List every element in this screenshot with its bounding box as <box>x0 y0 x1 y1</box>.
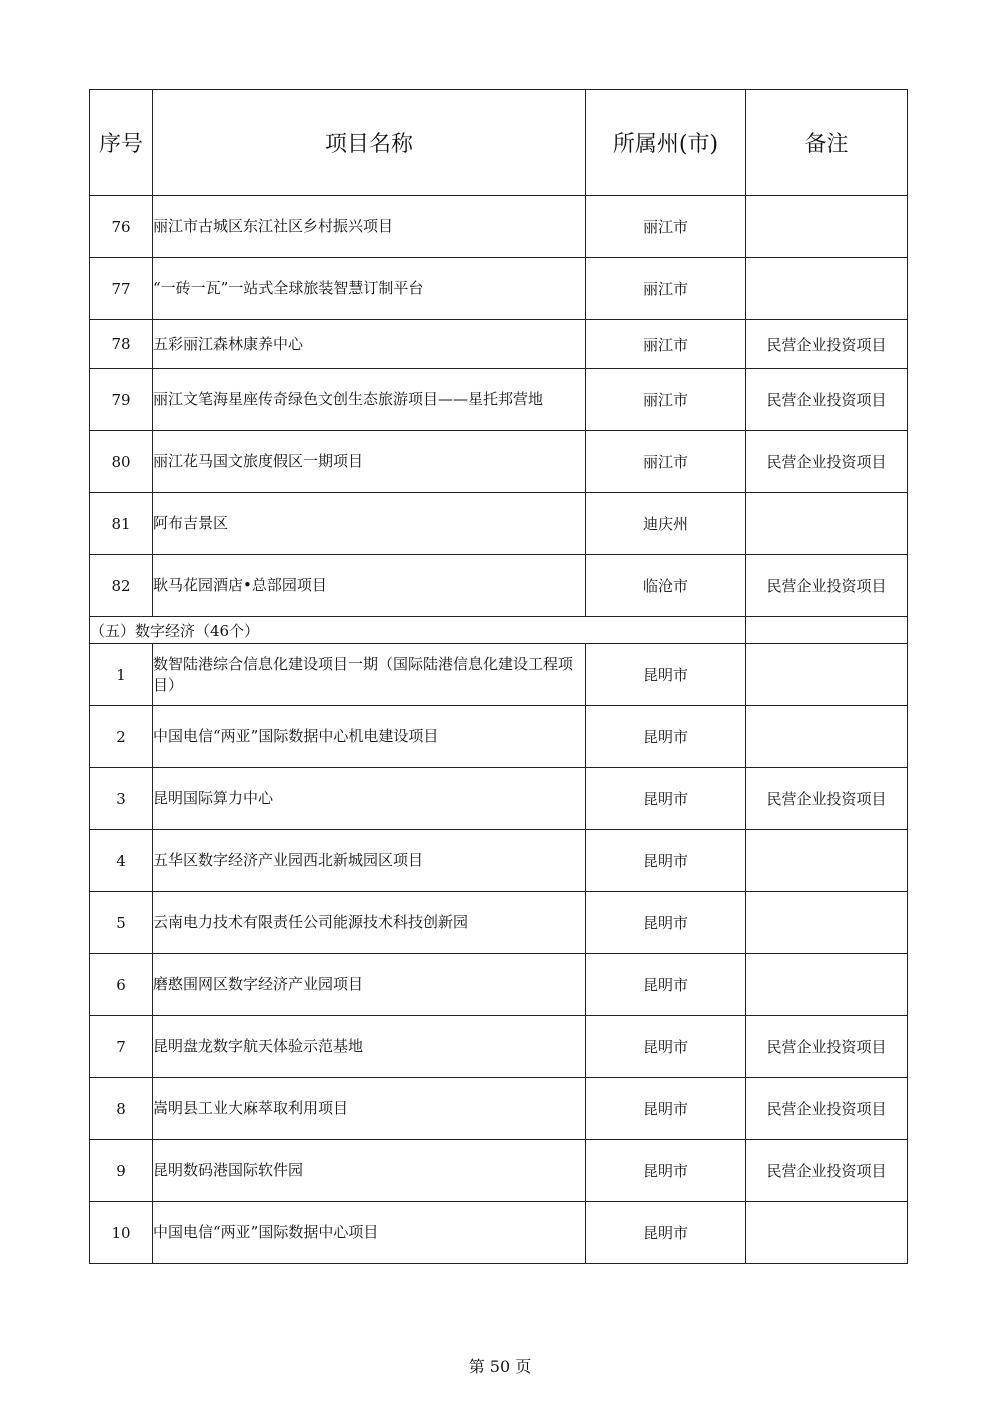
project-name: 五彩丽江森林康养中心 <box>153 320 586 369</box>
header-name: 项目名称 <box>153 90 586 196</box>
table-row <box>90 1078 908 1140</box>
row-number: 78 <box>90 320 153 369</box>
section-label: （五）数字经济（46个） <box>90 617 746 644</box>
project-note <box>746 954 908 1016</box>
table-row <box>90 493 908 555</box>
project-name: 昆明国际算力中心 <box>153 768 586 830</box>
project-note <box>746 258 908 320</box>
row-number: 2 <box>90 706 153 768</box>
project-name: 丽江花马国文旅度假区一期项目 <box>153 431 586 493</box>
project-city: 昆明市 <box>586 892 746 954</box>
table-row <box>90 1140 908 1202</box>
project-city: 迪庆州 <box>586 493 746 555</box>
project-name: 云南电力技术有限责任公司能源技术科技创新园 <box>153 892 586 954</box>
page-number: 第 50 页 <box>468 1357 532 1376</box>
project-note: 民营企业投资项目 <box>746 1016 908 1078</box>
table-row <box>90 892 908 954</box>
table-row <box>90 706 908 768</box>
section-empty-cell <box>746 617 908 644</box>
section-row <box>90 617 908 644</box>
row-number: 82 <box>90 555 153 617</box>
project-name: 中国电信“两亚”国际数据中心机电建设项目 <box>153 706 586 768</box>
row-number: 7 <box>90 1016 153 1078</box>
row-number: 6 <box>90 954 153 1016</box>
project-note <box>746 196 908 258</box>
table-row <box>90 644 908 706</box>
project-city: 昆明市 <box>586 1016 746 1078</box>
project-city: 昆明市 <box>586 644 746 706</box>
project-name: 昆明盘龙数字航天体验示范基地 <box>153 1016 586 1078</box>
project-name: 中国电信“两亚”国际数据中心项目 <box>153 1202 586 1264</box>
project-city: 临沧市 <box>586 555 746 617</box>
project-note: 民营企业投资项目 <box>746 1078 908 1140</box>
project-city: 丽江市 <box>586 258 746 320</box>
project-note: 民营企业投资项目 <box>746 369 908 431</box>
row-number: 1 <box>90 644 153 706</box>
project-note <box>746 493 908 555</box>
project-table <box>89 89 908 1264</box>
project-note <box>746 644 908 706</box>
project-city: 昆明市 <box>586 1202 746 1264</box>
header-city: 所属州(市) <box>586 90 746 196</box>
row-number: 76 <box>90 196 153 258</box>
table-row <box>90 768 908 830</box>
project-note: 民营企业投资项目 <box>746 768 908 830</box>
table-row <box>90 1202 908 1264</box>
row-number: 80 <box>90 431 153 493</box>
project-city: 昆明市 <box>586 1078 746 1140</box>
table-row <box>90 431 908 493</box>
project-note <box>746 1202 908 1264</box>
table-row <box>90 830 908 892</box>
project-name: 五华区数字经济产业园西北新城园区项目 <box>153 830 586 892</box>
row-number: 79 <box>90 369 153 431</box>
project-note <box>746 706 908 768</box>
row-number: 5 <box>90 892 153 954</box>
row-number: 77 <box>90 258 153 320</box>
project-city: 丽江市 <box>586 196 746 258</box>
row-number: 4 <box>90 830 153 892</box>
project-city: 昆明市 <box>586 768 746 830</box>
table-row <box>90 954 908 1016</box>
project-name: 丽江文笔海星座传奇绿色文创生态旅游项目——星托邦营地 <box>153 369 586 431</box>
project-note <box>746 892 908 954</box>
table-row <box>90 196 908 258</box>
project-city: 丽江市 <box>586 431 746 493</box>
table-row <box>90 555 908 617</box>
project-city: 昆明市 <box>586 706 746 768</box>
project-name: 丽江市古城区东江社区乡村振兴项目 <box>153 196 586 258</box>
row-number: 3 <box>90 768 153 830</box>
header-num: 序号 <box>90 90 153 196</box>
project-name: 数智陆港综合信息化建设项目一期（国际陆港信息化建设工程项目） <box>153 644 586 706</box>
project-city: 丽江市 <box>586 320 746 369</box>
project-note: 民营企业投资项目 <box>746 320 908 369</box>
project-name: 磨憨围网区数字经济产业园项目 <box>153 954 586 1016</box>
project-note: 民营企业投资项目 <box>746 555 908 617</box>
table-row <box>90 258 908 320</box>
row-number: 9 <box>90 1140 153 1202</box>
project-name: “一砖一瓦”一站式全球旅装智慧订制平台 <box>153 258 586 320</box>
project-name: 昆明数码港国际软件园 <box>153 1140 586 1202</box>
project-name: 耿马花园酒店•总部园项目 <box>153 555 586 617</box>
project-city: 昆明市 <box>586 954 746 1016</box>
table-row <box>90 369 908 431</box>
row-number: 10 <box>90 1202 153 1264</box>
project-city: 昆明市 <box>586 830 746 892</box>
project-name: 嵩明县工业大麻萃取利用项目 <box>153 1078 586 1140</box>
header-row <box>90 90 908 196</box>
project-city: 昆明市 <box>586 1140 746 1202</box>
table-row <box>90 320 908 369</box>
header-note: 备注 <box>746 90 908 196</box>
project-name: 阿布吉景区 <box>153 493 586 555</box>
row-number: 81 <box>90 493 153 555</box>
project-note: 民营企业投资项目 <box>746 1140 908 1202</box>
project-city: 丽江市 <box>586 369 746 431</box>
project-note: 民营企业投资项目 <box>746 431 908 493</box>
row-number: 8 <box>90 1078 153 1140</box>
project-note <box>746 830 908 892</box>
table-row <box>90 1016 908 1078</box>
